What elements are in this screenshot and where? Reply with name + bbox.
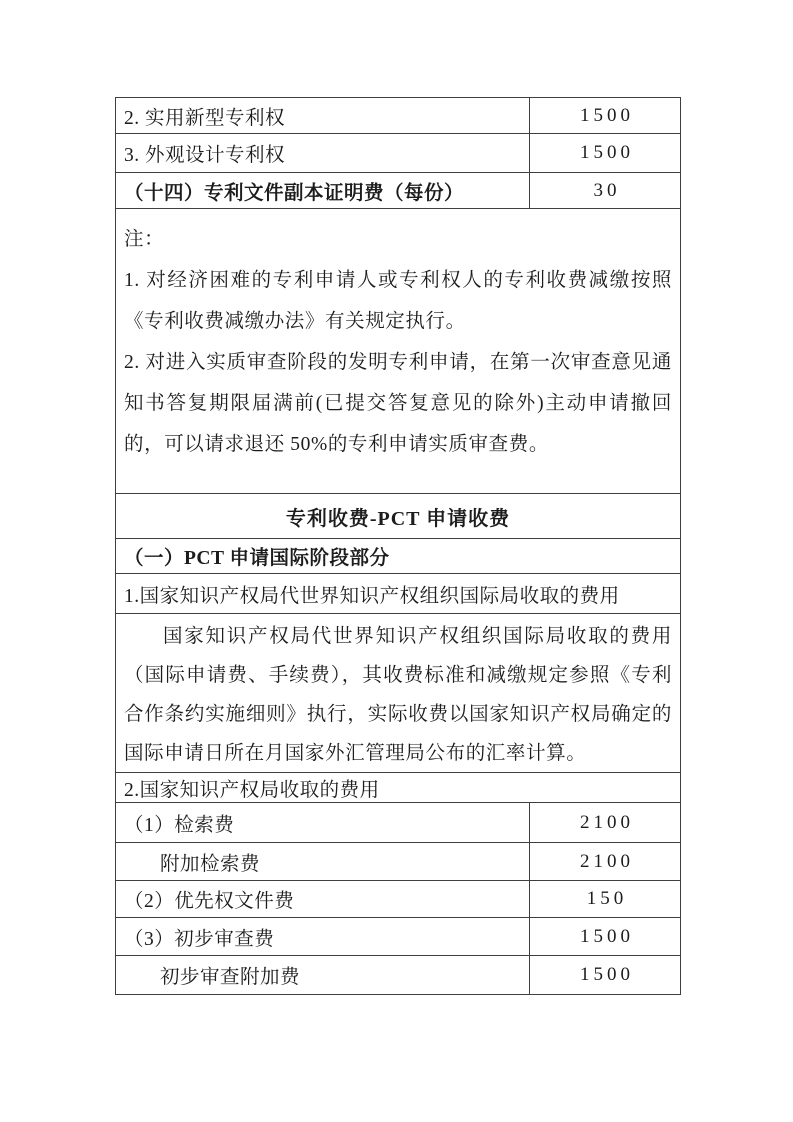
wipo-fees-title: 1.国家知识产权局代世界知识产权组织国际局收取的费用 bbox=[124, 585, 620, 607]
fee-label: （2）优先权文件费 bbox=[124, 891, 295, 912]
table-row bbox=[116, 134, 680, 173]
table-row bbox=[116, 918, 680, 956]
table-row bbox=[116, 98, 680, 134]
notes-label: 注： bbox=[124, 229, 165, 250]
table-row bbox=[116, 574, 680, 614]
fee-amount: 1500 bbox=[580, 925, 634, 947]
fee-label: 初步审查附加费 bbox=[160, 967, 301, 988]
table-row bbox=[116, 843, 680, 881]
fee-value bbox=[529, 803, 680, 842]
table-row bbox=[116, 773, 680, 803]
section-title: 专利收费-PCT 申请收费 bbox=[285, 507, 511, 530]
wipo-fees-paragraph-cell bbox=[116, 614, 680, 773]
fee-label: （1）检索费 bbox=[124, 814, 235, 836]
fee-amount: 2100 bbox=[580, 850, 634, 872]
note-item: 2. 对进入实质审查阶段的发明专利申请，在第一次审查意见通知书答复期限届满前(已提交答复意见的除外)主动申请撤回的，可以请求退还 50%的专利申请实质审查费。 bbox=[124, 352, 672, 455]
fee-value bbox=[529, 173, 680, 208]
fee-value bbox=[529, 956, 680, 994]
fee-amount: 150 bbox=[586, 888, 628, 909]
table-row bbox=[116, 881, 680, 918]
fee-amount: 2100 bbox=[580, 811, 634, 833]
fee-amount: 30 bbox=[593, 179, 621, 201]
table-row bbox=[116, 803, 680, 843]
fee-label: （3）初步审查费 bbox=[124, 928, 275, 950]
note-item: 1. 对经济困难的专利申请人或专利权人的专利收费减缴按照《专利收费减缴办法》有关规定执行。 bbox=[124, 270, 672, 332]
section-title-row bbox=[116, 494, 680, 539]
fee-value bbox=[529, 98, 680, 133]
fee-amount: 1500 bbox=[580, 964, 634, 985]
fee-value bbox=[529, 881, 680, 917]
fee-label: 附加检索费 bbox=[160, 853, 261, 875]
patent-fee-table bbox=[115, 97, 681, 995]
table-row bbox=[116, 539, 680, 574]
fee-label: 2. 实用新型专利权 bbox=[124, 107, 286, 129]
fee-label: 3. 外观设计专利权 bbox=[124, 145, 286, 166]
fee-amount: 1500 bbox=[580, 142, 634, 163]
fee-amount: 1500 bbox=[580, 104, 634, 126]
wipo-fees-paragraph: 国家知识产权局代世界知识产权组织国际局收取的费用（国际申请费、手续费），其收费标准和减缴规定参照《专利合作条约实施细则》执行，实际收费以国家知识产权局确定的国际申请日所在月国家外汇管理局公布的汇率计算。 bbox=[124, 626, 672, 764]
table-row bbox=[116, 956, 680, 994]
notes-cell bbox=[116, 209, 680, 494]
table-row bbox=[116, 173, 680, 209]
fee-value bbox=[529, 134, 680, 172]
part-title: （一）PCT 申请国际阶段部分 bbox=[124, 548, 390, 569]
fee-label: （十四）专利文件副本证明费（每份） bbox=[124, 182, 465, 204]
fee-value bbox=[529, 918, 680, 955]
fee-value bbox=[529, 843, 680, 880]
cnipa-fees-title: 2.国家知识产权局收取的费用 bbox=[124, 779, 380, 801]
